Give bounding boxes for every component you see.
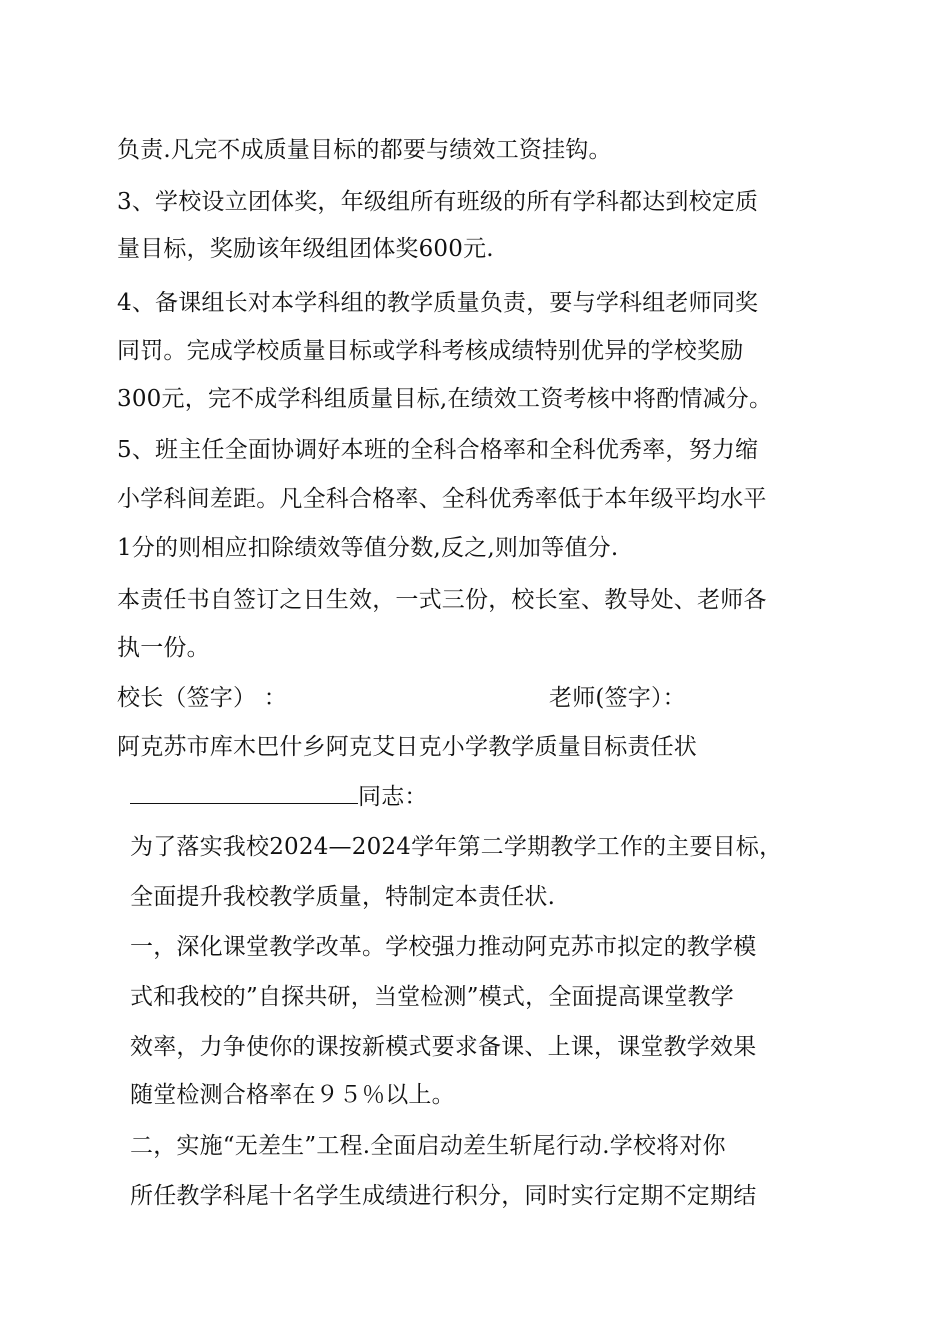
text-line: 式和我校的”自探共研，当堂检测”模式，全面提高课堂教学 xyxy=(130,984,734,1010)
salutation-line xyxy=(130,782,428,812)
text-line: 效率，力争使你的课按新模式要求备课、上课，课堂教学效果 xyxy=(130,1034,757,1060)
text-line: 量目标，奖励该年级组团体奖600元. xyxy=(117,236,494,262)
salutation-text: 同志： xyxy=(358,784,428,810)
name-blank xyxy=(130,783,358,804)
teacher-signature-label: 老师(签字）： xyxy=(549,685,686,711)
text-line: 随堂检测合格率在９５％以上。 xyxy=(130,1082,455,1108)
text-line: 1分的则相应扣除绩效等值分数,反之,则加等值分. xyxy=(117,535,619,561)
text-line: 本责任书自签订之日生效，一式三份，校长室、教导处、老师各 xyxy=(117,587,767,613)
text-line: 负责.凡完不成质量目标的都要与绩效工资挂钩。 xyxy=(117,137,612,163)
text-line: 4、备课组长对本学科组的教学质量负责，要与学科组老师同奖 xyxy=(117,290,759,316)
text-line: 一，深化课堂教学改革。学校强力推动阿克苏市拟定的教学模 xyxy=(130,934,757,960)
text-line: 同罚。完成学校质量目标或学科考核成绩特别优异的学校奖励 xyxy=(117,338,744,364)
text-line: 二，实施“无差生”工程.全面启动差生斩尾行动.学校将对你 xyxy=(130,1133,726,1159)
text-line: 3、学校设立团体奖，年级组所有班级的所有学科都达到校定质 xyxy=(117,189,759,215)
document-title: 阿克苏市库木巴什乡阿克艾日克小学教学质量目标责任状 xyxy=(117,734,697,760)
text-line: 为了落实我校2024—2024学年第二学期教学工作的主要目标， xyxy=(130,834,783,860)
text-line: 300元，完不成学科组质量目标,在绩效工资考核中将酌情减分。 xyxy=(117,386,773,412)
principal-signature-label: 校长（签字） ： xyxy=(117,685,287,711)
text-line: 所任教学科尾十名学生成绩进行积分，同时实行定期不定期结 xyxy=(130,1183,757,1209)
text-line: 小学科间差距。凡全科合格率、全科优秀率低于本年级平均水平 xyxy=(117,486,767,512)
text-line: 5、班主任全面协调好本班的全科合格率和全科优秀率，努力缩 xyxy=(117,437,759,463)
text-line: 执一份。 xyxy=(117,635,210,661)
text-line: 全面提升我校教学质量，特制定本责任状. xyxy=(130,884,556,910)
